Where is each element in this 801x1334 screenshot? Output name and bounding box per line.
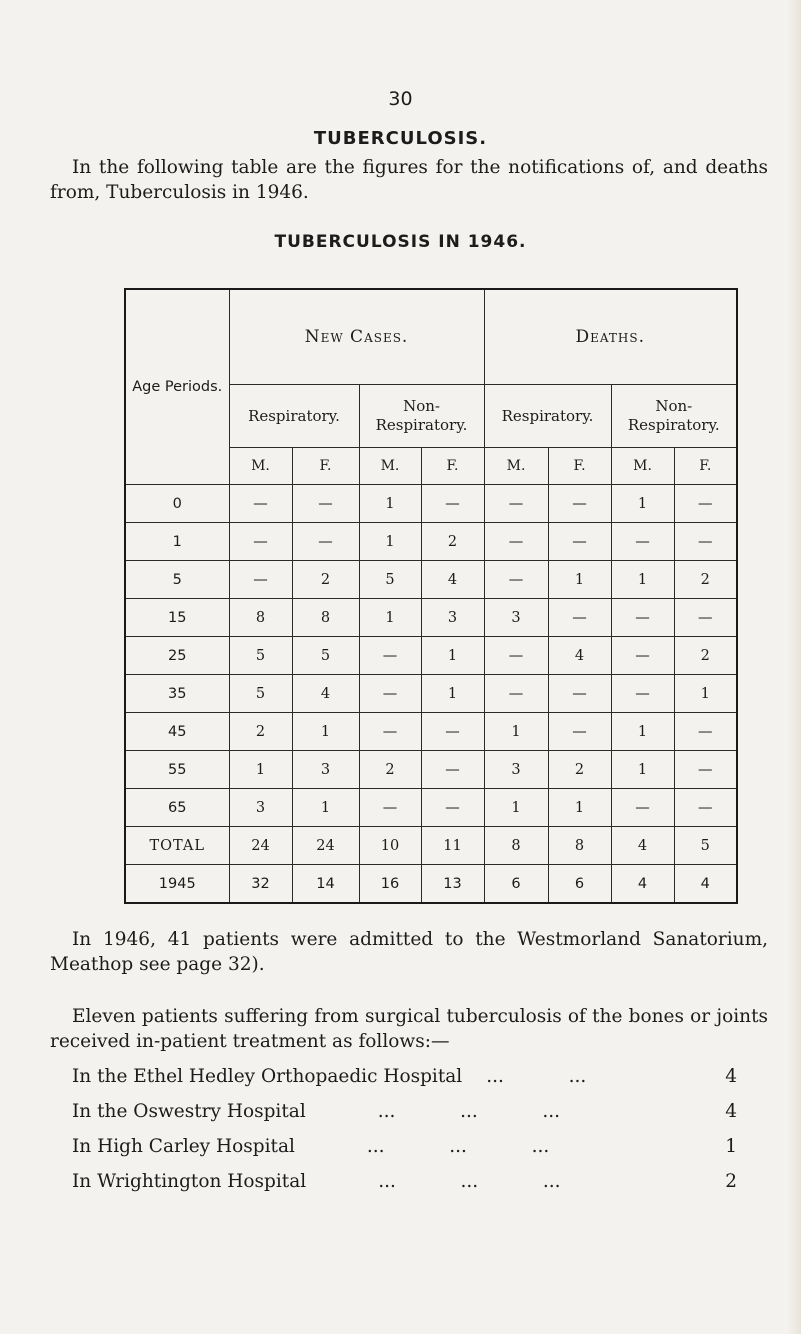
sex-header: M. bbox=[611, 448, 674, 485]
table-cell: — bbox=[611, 675, 674, 713]
hospital-name: In Wrightington Hospital bbox=[72, 1171, 307, 1192]
table-cell: — bbox=[359, 675, 421, 713]
table-cell: 11 bbox=[421, 827, 484, 865]
sex-header: M. bbox=[229, 448, 292, 485]
table-cell: 1 bbox=[548, 789, 611, 827]
table-cell: — bbox=[484, 523, 548, 561]
subgroup-header: Non-Respiratory. bbox=[611, 385, 737, 448]
table-cell: — bbox=[484, 675, 548, 713]
leader-dots: ... ... ... bbox=[377, 1101, 561, 1122]
hospital-count: 4 bbox=[725, 1101, 737, 1122]
row-label: 35 bbox=[125, 675, 229, 713]
tuberculosis-table bbox=[124, 288, 738, 904]
table-row bbox=[125, 561, 737, 599]
table-cell: 4 bbox=[421, 561, 484, 599]
table-cell: 10 bbox=[359, 827, 421, 865]
intro-paragraph: In the following table are the figures for the notifications of, and deaths from, Tuberculosis in 1946. bbox=[50, 157, 768, 203]
table-cell: 1 bbox=[292, 789, 359, 827]
table-row bbox=[125, 485, 737, 523]
sex-header: F. bbox=[548, 448, 611, 485]
table-cell: 1 bbox=[611, 713, 674, 751]
table-cell: 14 bbox=[292, 865, 359, 904]
table-cell: 5 bbox=[229, 675, 292, 713]
new-cases-header: New Cases. bbox=[229, 289, 484, 385]
table-cell: 6 bbox=[484, 865, 548, 904]
table-cell: 1 bbox=[611, 751, 674, 789]
sex-header: F. bbox=[421, 448, 484, 485]
leader-dots: ... ... bbox=[486, 1066, 587, 1087]
table-cell: — bbox=[674, 713, 737, 751]
table-cell: — bbox=[611, 523, 674, 561]
hospital-name: In the Ethel Hedley Orthopaedic Hospital bbox=[72, 1066, 463, 1087]
row-label: 55 bbox=[125, 751, 229, 789]
table-cell: — bbox=[292, 523, 359, 561]
table-cell: 1 bbox=[611, 561, 674, 599]
previous-year-row bbox=[125, 865, 737, 904]
table-cell: 4 bbox=[611, 827, 674, 865]
hospital-line bbox=[72, 1101, 737, 1129]
table-cell: 1 bbox=[229, 751, 292, 789]
table-cell: 2 bbox=[229, 713, 292, 751]
table-cell: 16 bbox=[359, 865, 421, 904]
table-cell: 5 bbox=[674, 827, 737, 865]
row-label: 5 bbox=[125, 561, 229, 599]
sex-header: M. bbox=[359, 448, 421, 485]
table-row bbox=[125, 637, 737, 675]
table-cell: — bbox=[484, 637, 548, 675]
table-cell: 2 bbox=[292, 561, 359, 599]
table-cell: — bbox=[484, 561, 548, 599]
table-cell: — bbox=[548, 599, 611, 637]
table-cell: — bbox=[484, 485, 548, 523]
table-cell: 1 bbox=[359, 599, 421, 637]
table-cell: 8 bbox=[229, 599, 292, 637]
table-cell: — bbox=[421, 789, 484, 827]
table-cell: — bbox=[548, 523, 611, 561]
sex-header: M. bbox=[484, 448, 548, 485]
table-cell: 4 bbox=[548, 637, 611, 675]
table-cell: — bbox=[359, 789, 421, 827]
table-cell: 13 bbox=[421, 865, 484, 904]
table-cell: 24 bbox=[229, 827, 292, 865]
table-cell: 4 bbox=[611, 865, 674, 904]
page-title: TUBERCULOSIS. bbox=[313, 128, 488, 149]
table-cell: — bbox=[611, 637, 674, 675]
row-label: 25 bbox=[125, 637, 229, 675]
table-cell: 5 bbox=[359, 561, 421, 599]
table-row bbox=[125, 789, 737, 827]
table-cell: — bbox=[611, 599, 674, 637]
row-label: 0 bbox=[125, 485, 229, 523]
table-cell: 1 bbox=[421, 637, 484, 675]
table-row bbox=[125, 599, 737, 637]
row-label: 45 bbox=[125, 713, 229, 751]
surgical-tb-paragraph: Eleven patients suffering from surgical tuberculosis of the bones or joints received in-patient treatment as follows:— bbox=[50, 1006, 768, 1052]
hospital-name: In High Carley Hospital bbox=[72, 1136, 295, 1157]
table-cell: — bbox=[421, 713, 484, 751]
table-cell: 1 bbox=[484, 789, 548, 827]
page-edge-shadow bbox=[787, 0, 801, 1334]
hospital-count: 2 bbox=[725, 1171, 737, 1192]
subgroup-header: Respiratory. bbox=[484, 385, 611, 448]
page-number: 30 bbox=[388, 88, 413, 110]
table-cell: 2 bbox=[548, 751, 611, 789]
table-cell: 1 bbox=[484, 713, 548, 751]
table-cell: — bbox=[674, 789, 737, 827]
table-cell: 24 bbox=[292, 827, 359, 865]
table-cell: 1 bbox=[674, 675, 737, 713]
total-row bbox=[125, 827, 737, 865]
hospital-line bbox=[72, 1136, 737, 1164]
table-cell: 1 bbox=[359, 523, 421, 561]
table-cell: 2 bbox=[674, 637, 737, 675]
hospital-line bbox=[72, 1066, 737, 1094]
table-cell: 3 bbox=[292, 751, 359, 789]
table-cell: 2 bbox=[421, 523, 484, 561]
table-cell: — bbox=[674, 599, 737, 637]
table-cell: 8 bbox=[292, 599, 359, 637]
table-cell: — bbox=[548, 713, 611, 751]
sex-header: F. bbox=[674, 448, 737, 485]
table-cell: 5 bbox=[292, 637, 359, 675]
table-cell: 3 bbox=[421, 599, 484, 637]
table-cell: 8 bbox=[548, 827, 611, 865]
row-label: TOTAL bbox=[125, 827, 229, 865]
table-row bbox=[125, 675, 737, 713]
hospital-count: 4 bbox=[725, 1066, 737, 1087]
leader-dots: ... ... ... bbox=[378, 1171, 561, 1192]
table-cell: — bbox=[674, 485, 737, 523]
sex-header: F. bbox=[292, 448, 359, 485]
subgroup-header: Respiratory. bbox=[229, 385, 359, 448]
deaths-header: Deaths. bbox=[484, 289, 737, 385]
sanatorium-paragraph: In 1946, 41 patients were admitted to the Westmorland Sanatorium, Meathop see page 32). bbox=[50, 929, 768, 975]
table-cell: 1 bbox=[548, 561, 611, 599]
table-cell: — bbox=[548, 485, 611, 523]
table-cell: 32 bbox=[229, 865, 292, 904]
table-cell: — bbox=[548, 675, 611, 713]
subgroup-header: Non-Respiratory. bbox=[359, 385, 484, 448]
table-cell: — bbox=[359, 713, 421, 751]
table-cell: 1 bbox=[359, 485, 421, 523]
table-cell: — bbox=[229, 485, 292, 523]
hospital-line bbox=[72, 1171, 737, 1199]
table-cell: 8 bbox=[484, 827, 548, 865]
hospital-name: In the Oswestry Hospital bbox=[72, 1101, 306, 1122]
table-row bbox=[125, 523, 737, 561]
table-cell: 4 bbox=[674, 865, 737, 904]
row-label: 1 bbox=[125, 523, 229, 561]
table-row bbox=[125, 751, 737, 789]
row-label: 15 bbox=[125, 599, 229, 637]
leader-dots: ... ... ... bbox=[366, 1136, 550, 1157]
table-cell: — bbox=[229, 523, 292, 561]
table-row bbox=[125, 713, 737, 751]
table-cell: 2 bbox=[674, 561, 737, 599]
table-cell: — bbox=[359, 637, 421, 675]
table-cell: — bbox=[292, 485, 359, 523]
table-cell: — bbox=[674, 751, 737, 789]
table-cell: 1 bbox=[421, 675, 484, 713]
row-label: 1945 bbox=[125, 865, 229, 904]
hospital-count: 1 bbox=[725, 1136, 737, 1157]
table-cell: 5 bbox=[229, 637, 292, 675]
table-title: TUBERCULOSIS IN 1946. bbox=[274, 232, 527, 252]
table-cell: 3 bbox=[484, 599, 548, 637]
table-cell: — bbox=[611, 789, 674, 827]
table-cell: 1 bbox=[611, 485, 674, 523]
table-cell: 1 bbox=[292, 713, 359, 751]
table-cell: 4 bbox=[292, 675, 359, 713]
age-periods-header: Age Periods. bbox=[125, 289, 229, 485]
table-cell: 6 bbox=[548, 865, 611, 904]
table-cell: — bbox=[421, 485, 484, 523]
row-label: 65 bbox=[125, 789, 229, 827]
table-cell: — bbox=[421, 751, 484, 789]
table-cell: — bbox=[229, 561, 292, 599]
table-cell: 3 bbox=[484, 751, 548, 789]
table-cell: 2 bbox=[359, 751, 421, 789]
table-cell: — bbox=[674, 523, 737, 561]
table-cell: 3 bbox=[229, 789, 292, 827]
